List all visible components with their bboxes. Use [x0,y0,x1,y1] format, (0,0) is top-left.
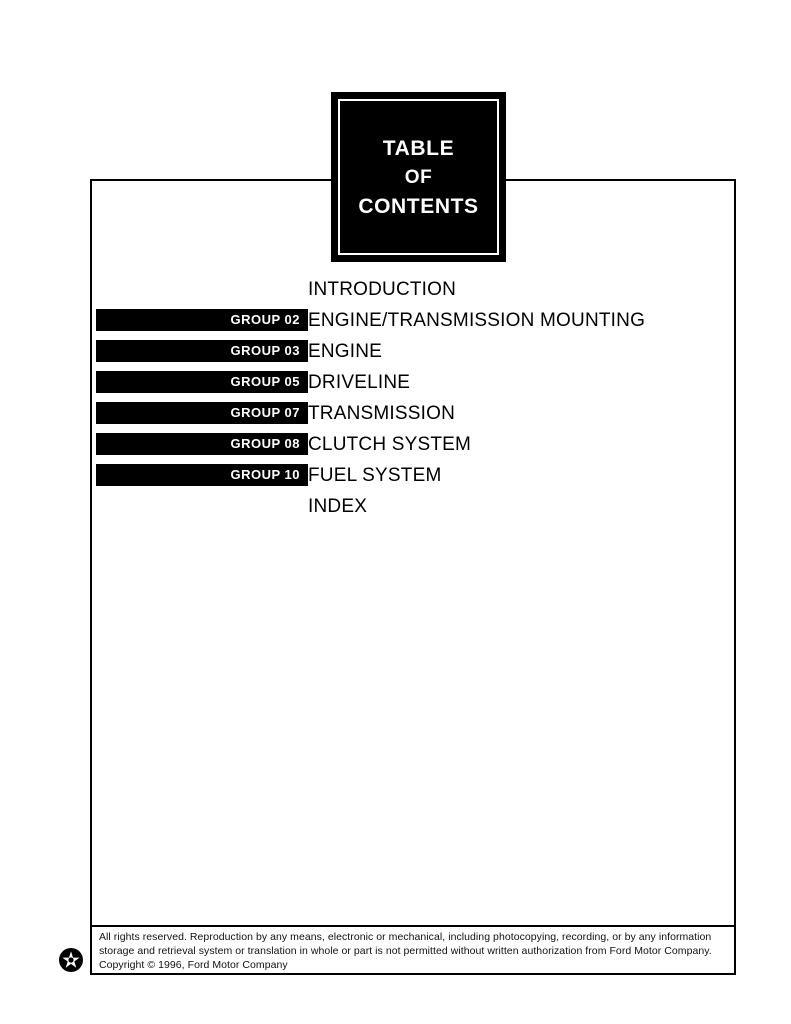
list-item[interactable] [90,305,736,336]
footer-divider [90,925,736,927]
group-number-badge: GROUP 05 [96,371,308,393]
group-number-badge: GROUP 10 [96,464,308,486]
group-number-badge: GROUP 08 [96,433,308,455]
copyright-notice: All rights reserved. Reproduction by any means, electronic or mechanical, including photocopying, recording, or by any information storage and retrieval system or translation in whole or part is not permitted without written authorization from Ford Motor Company. Copyright © 1996, Ford Motor Company [99,931,712,971]
group-number-badge: GROUP 03 [96,340,308,362]
section-title[interactable]: DRIVELINE [308,372,411,393]
section-title[interactable]: CLUTCH SYSTEM [308,434,472,455]
list-item[interactable] [90,367,736,398]
list-item[interactable] [90,336,736,367]
section-title[interactable]: FUEL SYSTEM [308,465,442,486]
section-title[interactable]: INDEX [308,496,368,517]
table-of-contents-list [90,274,736,522]
list-item[interactable] [90,460,736,491]
title-block-inner-border [338,99,499,255]
list-item[interactable] [90,491,736,522]
section-title[interactable]: INTRODUCTION [308,279,457,300]
title-line-contents: CONTENTS [358,194,479,218]
table-of-contents-title-block [331,92,506,262]
section-title[interactable]: ENGINE [308,341,383,362]
list-item[interactable] [90,398,736,429]
title-line-table: TABLE [382,136,455,160]
group-number-badge: GROUP 07 [96,402,308,424]
footer [99,930,731,972]
list-item[interactable] [90,429,736,460]
section-title[interactable]: TRANSMISSION [308,403,456,424]
group-number-badge: GROUP 02 [96,309,308,331]
list-item[interactable] [90,274,736,305]
title-line-of: OF [404,166,433,188]
section-title[interactable]: ENGINE/TRANSMISSION MOUNTING [308,310,646,331]
star-logo-icon [58,947,84,973]
